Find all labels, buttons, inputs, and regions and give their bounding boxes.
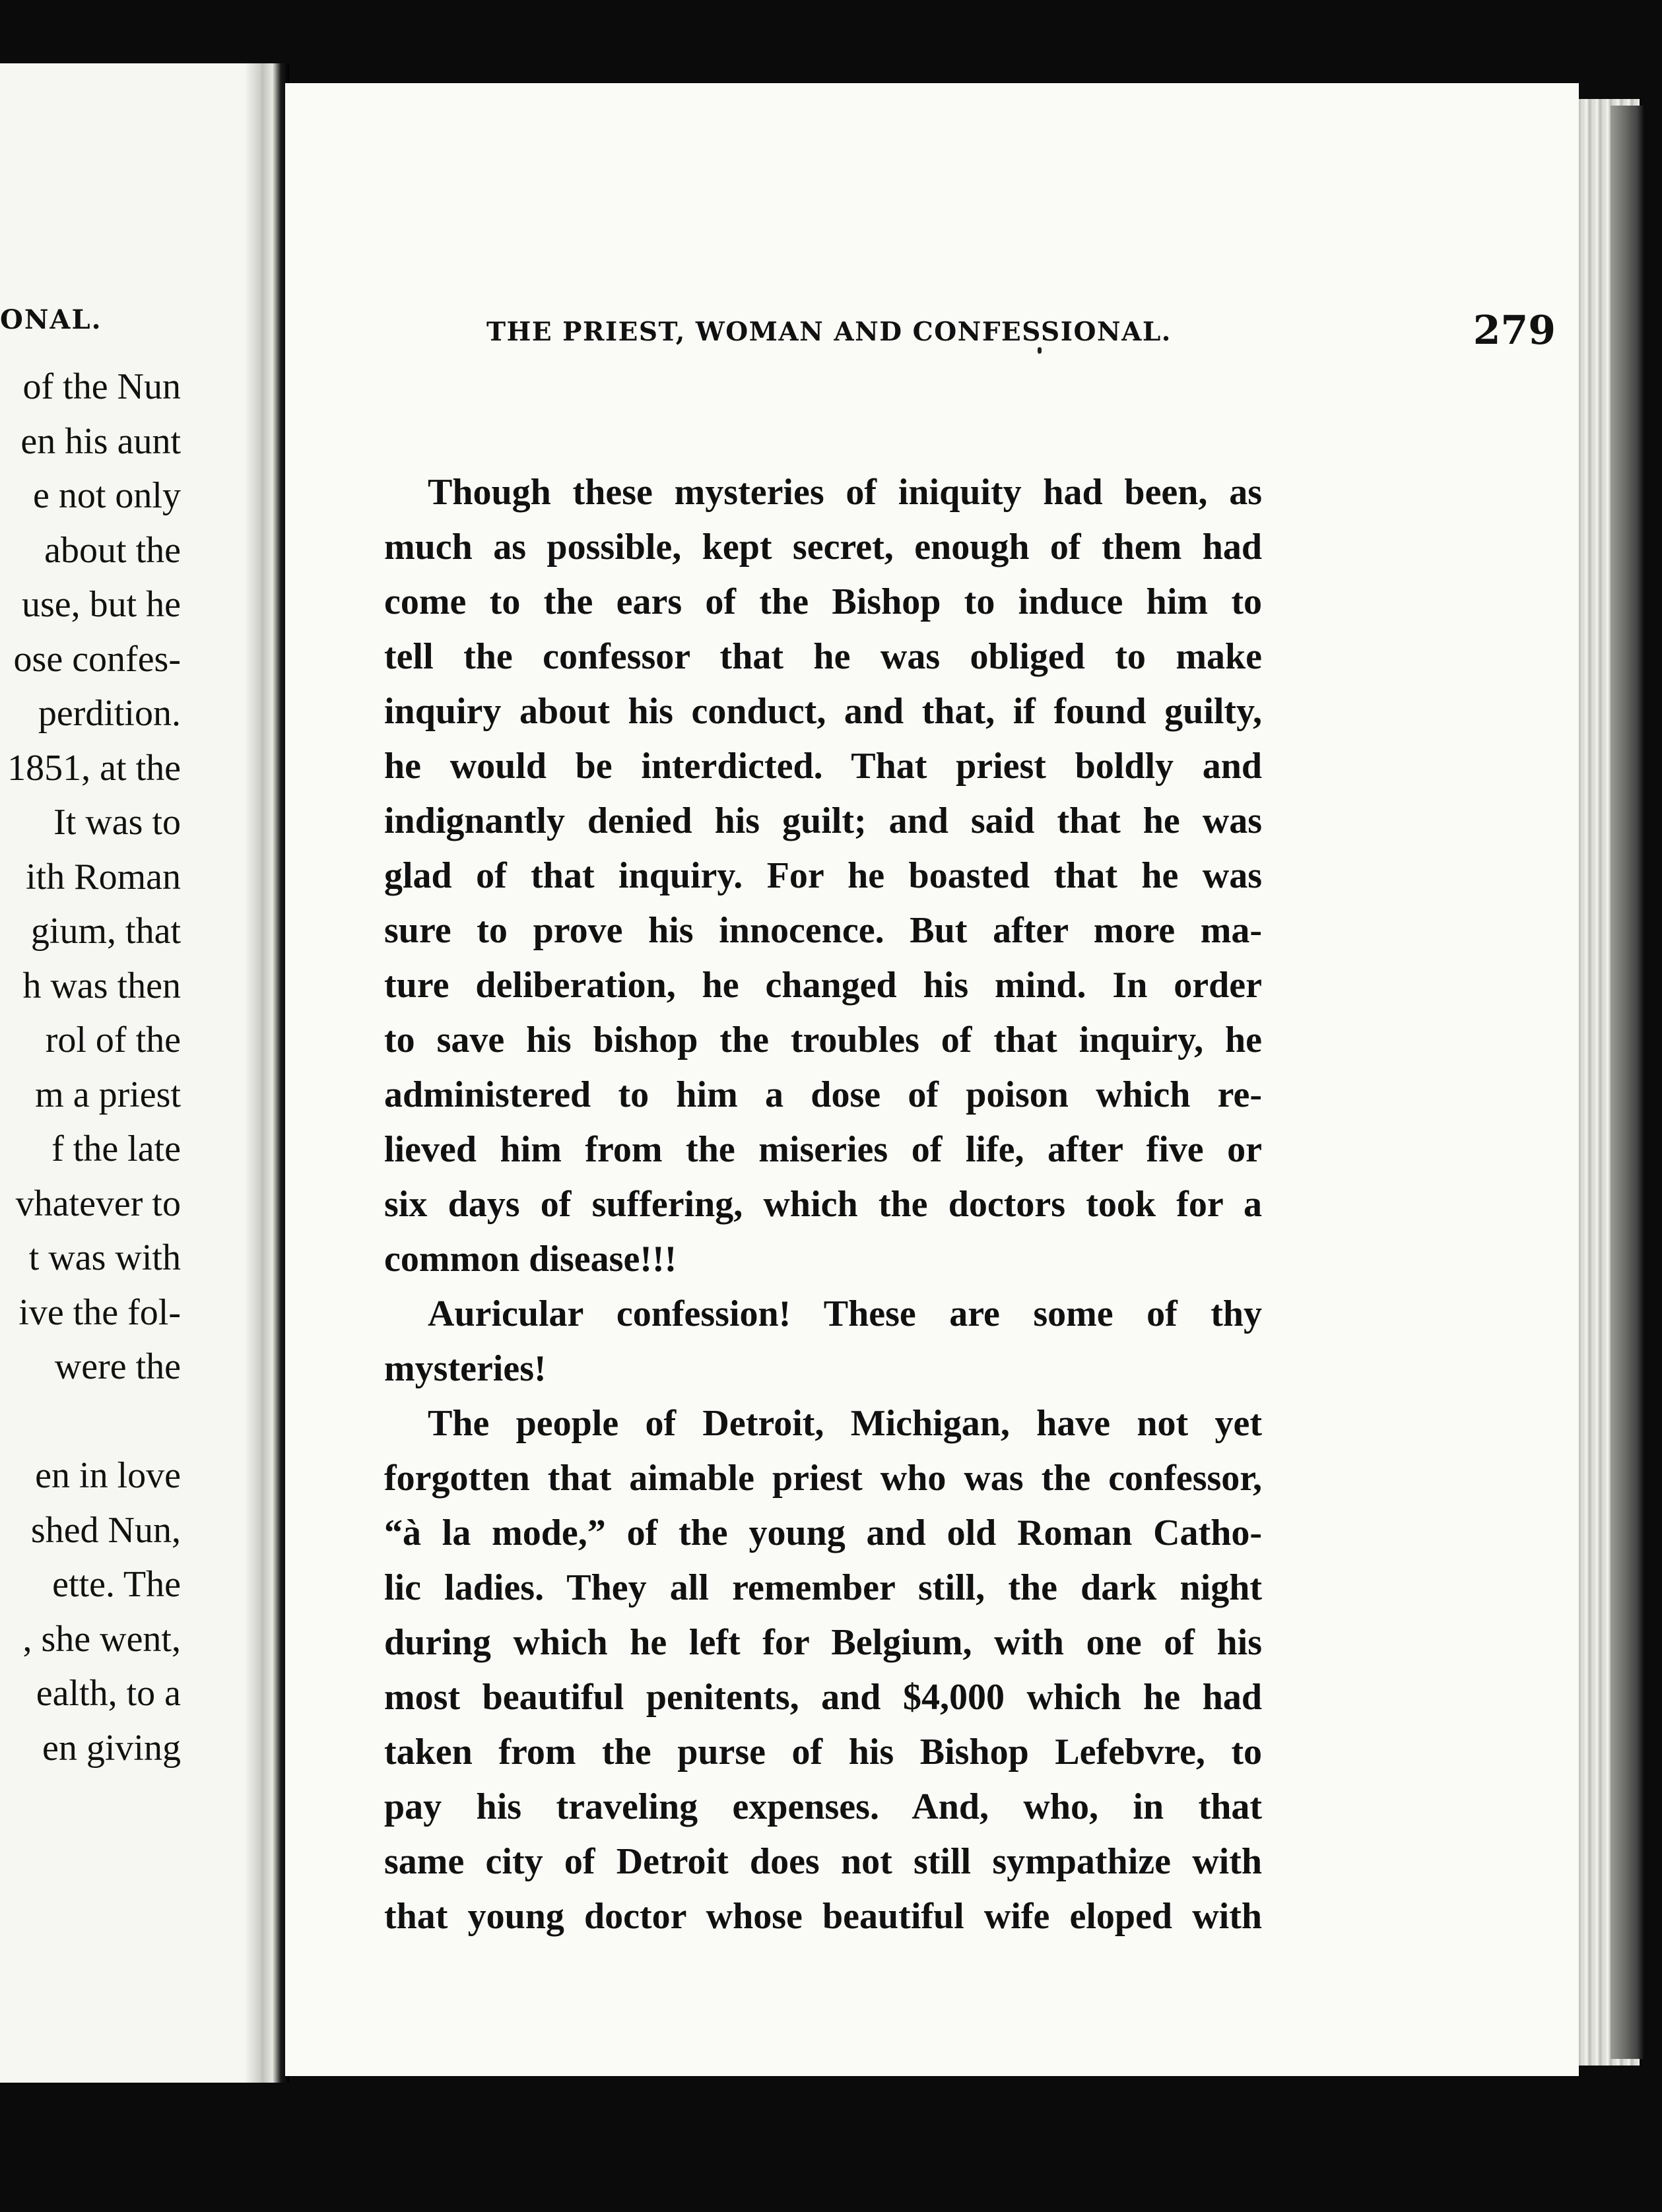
text-line: to save his bishop the troubles of that inquiry, he: [384, 1020, 1262, 1060]
text-line: Though these mysteries of iniquity had been, as: [428, 472, 1262, 513]
text-line: same city of Detroit does not still sympathize with: [384, 1841, 1262, 1882]
text-line: come to the ears of the Bishop to induce him to: [384, 581, 1262, 622]
left-page-line: It was to: [53, 802, 181, 843]
running-header: [486, 308, 1556, 360]
text-line: tell the confessor that he was obliged to make: [384, 636, 1262, 677]
left-page-line: e not only: [33, 475, 181, 516]
left-page-line: rol of the: [45, 1020, 181, 1060]
left-page-header-fragment: ONAL.: [0, 304, 102, 335]
left-page-line: ive the fol-: [18, 1291, 181, 1333]
page-number: 279: [1473, 308, 1556, 354]
text-line: glad of that inquiry. For he boasted that he was: [384, 855, 1262, 896]
left-page-line: en in love: [35, 1455, 181, 1496]
text-line: “à la mode,” of the young and old Roman Catho-: [384, 1513, 1262, 1553]
left-page-line: were the: [54, 1346, 181, 1387]
text-line: taken from the purse of his Bishop Lefebvre, to: [384, 1732, 1262, 1773]
left-page-line: 1851, at the: [7, 747, 181, 789]
left-page-line: en giving: [42, 1727, 181, 1769]
left-page-line: t was with: [28, 1237, 181, 1278]
right-page: [285, 83, 1579, 2076]
text-line: lic ladies. They all remember still, the dark night: [384, 1567, 1262, 1608]
left-page-line: about the: [44, 529, 181, 571]
left-page-line: of the Nun: [22, 366, 181, 407]
text-line: The people of Detroit, Michigan, have not yet: [428, 1403, 1262, 1444]
text-line: pay his traveling expenses. And, who, in that: [384, 1786, 1262, 1827]
left-page-line: ith Roman: [26, 856, 181, 897]
text-line: forgotten that aimable priest who was the confessor,: [384, 1458, 1262, 1499]
text-line: six days of suffering, which the doctors took for a: [384, 1184, 1262, 1225]
left-page-line: use, but he: [21, 584, 181, 625]
left-page-text: [0, 63, 261, 2083]
text-line: sure to prove his innocence. But after more ma-: [384, 910, 1262, 951]
running-title: THE PRIEST, WOMAN AND CONFESSIONAL.: [486, 317, 1172, 347]
text-line: much as possible, kept secret, enough of them had: [384, 527, 1262, 568]
text-line: during which he left for Belgium, with one of his: [384, 1622, 1262, 1663]
left-page-line: ette. The: [52, 1564, 181, 1605]
left-page-line: f the late: [51, 1128, 181, 1169]
left-page-line: m a priest: [35, 1074, 181, 1115]
left-page-line: ose confes-: [13, 638, 181, 680]
text-line: most beautiful penitents, and $4,000 which he had: [384, 1677, 1262, 1718]
text-line: inquiry about his conduct, and that, if found guilty,: [384, 691, 1262, 732]
left-page-line: , she went,: [22, 1618, 181, 1660]
left-page-line: vhatever to: [15, 1183, 181, 1224]
left-page-line: h was then: [22, 965, 181, 1006]
text-line: that young doctor whose beautiful wife eloped with: [384, 1896, 1262, 1937]
text-line: lieved him from the miseries of life, after five or: [384, 1129, 1262, 1170]
text-line: Auricular confession! These are some of thy: [428, 1293, 1262, 1334]
left-page: [0, 63, 261, 2083]
text-line: indignantly denied his guilt; and said that he was: [384, 800, 1262, 841]
left-page-gutter-shadow: [244, 63, 261, 2083]
left-page-line: ealth, to a: [36, 1673, 181, 1714]
text-line: administered to him a dose of poison which re-: [384, 1074, 1262, 1115]
left-page-line: en his aunt: [20, 420, 181, 462]
left-page-line: perdition.: [38, 693, 181, 734]
text-line: common disease!!!: [384, 1239, 677, 1280]
text-line: mysteries!: [384, 1348, 547, 1389]
left-page-line: gium, that: [30, 911, 181, 952]
book-edge-shadow: [1611, 106, 1644, 2059]
text-line: he would be interdicted. That priest boldly and: [384, 746, 1262, 787]
left-page-line: shed Nun,: [30, 1509, 181, 1551]
text-line: ture deliberation, he changed his mind. In order: [384, 965, 1262, 1006]
